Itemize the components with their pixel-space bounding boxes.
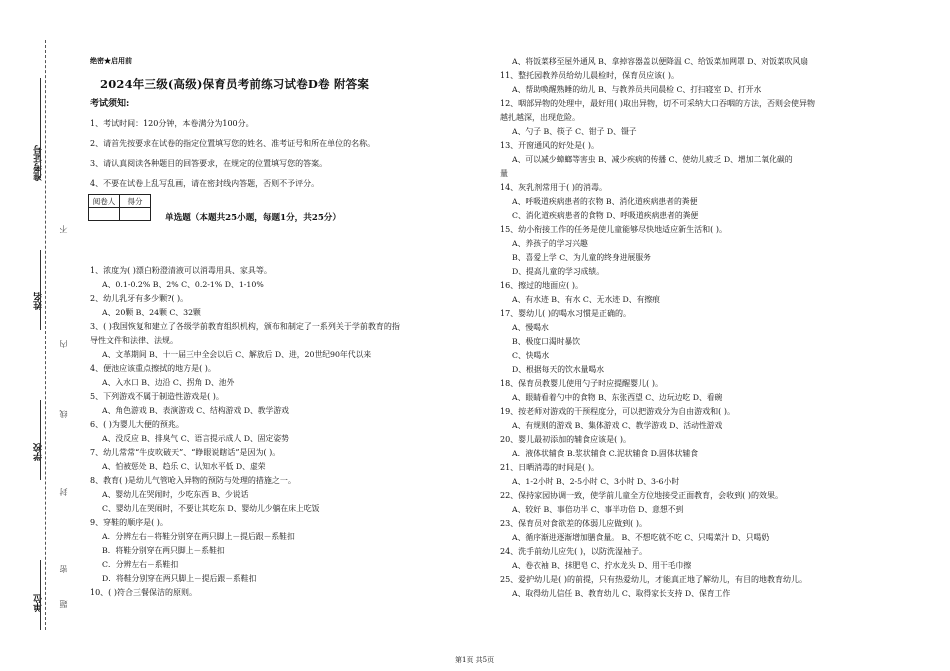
question-text: 24、洗手前幼儿应先( )，以防洗湿袖子。 — [500, 547, 647, 556]
answer-options: C、消化道疾病患者的食物 D、呼吸道疾病患者的粪便 — [512, 211, 699, 220]
answer-options: A、角色游戏 B、表演游戏 C、结构游戏 D、教学游戏 — [102, 406, 289, 415]
answer-options: A．分辨左右－将鞋分别穿在两只脚上－提后跟－系鞋扣 — [102, 532, 295, 541]
answer-options: A、慢喝水 — [512, 323, 549, 332]
question-text: 9、穿鞋的顺序是( )。 — [90, 518, 168, 527]
question-text: 3、( )我国恢复和建立了各级学前教育组织机构，颁布和制定了一系列关于学前教育的指 — [90, 322, 400, 331]
question-text: 4、便池应该重点擦拭的地方是( )。 — [90, 364, 216, 373]
question-text: 8、教育( )是幼儿气管呛入异物的预防与处理的措施之一。 — [90, 476, 296, 485]
answer-options: A．液体状辅食 B.浆状辅食 C.泥状辅食 D.固体状辅食 — [512, 449, 699, 458]
question-text: 2、幼儿乳牙有多少颗?( )。 — [90, 294, 189, 303]
question-text: 6、( )为婴儿大便的预兆。 — [90, 420, 184, 429]
seal-mark-question: 题 — [59, 600, 68, 608]
seal-line — [45, 40, 46, 630]
notice-item: 2、请首先按要求在试卷的指定位置填写您的姓名、准考证号和所在单位的名称。 — [90, 139, 376, 148]
answer-options: A、眼睛看着勺中的食物 B、东张西望 C、边玩边吃 D、看碗 — [512, 393, 723, 402]
question-text: 18、保育员教婴儿使用勺子时应提醒婴儿( )。 — [500, 379, 663, 388]
question-text: 14、灰乳剂常用于( )的消毒。 — [500, 183, 607, 192]
question-text: 23、保育员对食欲差的体弱儿应做到( )。 — [500, 519, 647, 528]
answer-options: A、呼吸道疾病患者的衣物 B、消化道疾病患者的粪便 — [512, 197, 698, 206]
unit-field — [40, 560, 41, 630]
notice-item: 1、考试时间：120分钟，本卷满分为100分。 — [90, 119, 254, 128]
question-text: 13、开窗通风的好处是( )。 — [500, 141, 599, 150]
answer-options: A、循序渐进逐渐增加膳食量。 B、不想吃就不吃 C、只喝菜汁 D、只喝奶 — [512, 533, 770, 542]
score-blank[interactable] — [120, 208, 151, 221]
answer-options: A、勺子 B、筷子 C、钳子 D、镊子 — [512, 127, 637, 136]
page-footer: 第1页 共5页 — [455, 656, 495, 664]
seal-mark-not: 不 — [59, 225, 68, 233]
question-text: 22、保持家园协调一致，使学前儿童全方位地接受正面教育，会收到( )的效果。 — [500, 491, 783, 500]
seal-mark-secret: 密 — [59, 565, 68, 573]
question-text: 越扎越深，出现危险。 — [500, 113, 580, 122]
school-field — [40, 400, 41, 480]
reviewer-blank[interactable] — [89, 208, 120, 221]
answer-options: A、将饭菜移至屋外通风 B、拿掉容器盖以便降温 C、给饭菜加网罩 D、对饭菜吹风扇 — [512, 57, 809, 66]
unit-label: 单位 — [34, 594, 44, 612]
seal-mark-line: 线 — [59, 410, 68, 418]
answer-options: A、较好 B、事倍功半 C、事半功倍 D、意想不到 — [512, 505, 684, 514]
answer-options: B．将鞋分别穿在两只脚上－系鞋扣 — [102, 546, 225, 555]
question-text: 7、幼儿常常“牛皮吹破天”、“睁眼说瞎话”是因为( )。 — [90, 448, 281, 457]
question-text: 1、浓度为( )漂白粉澄清液可以消毒用具、家具等。 — [90, 266, 272, 275]
exam-number-field — [40, 78, 41, 178]
score-cell: 得分 — [120, 195, 151, 208]
notice-heading: 考试须知: — [90, 99, 130, 109]
school-label: 学校 — [34, 443, 44, 461]
answer-options: A、20颗 B、24颗 C、32颗 — [102, 308, 201, 317]
answer-options: B、喜爱上学 C、为儿童的终身进展服务 — [512, 253, 651, 262]
seal-mark-seal: 封 — [59, 488, 68, 496]
answer-options: A、文革期间 B、十一届三中全会以后 C、解放后 D、进，20世纪90年代以来 — [102, 350, 372, 359]
secret-label: 绝密★启用前 — [90, 56, 132, 65]
section-title: 单选题（本题共25小题，每题1分，共25分） — [165, 213, 341, 223]
answer-options: A、入水口 B、边沿 C、拐角 D、池外 — [102, 378, 235, 387]
question-text: 5、下列游戏不属于制造性游戏是( )。 — [90, 392, 224, 401]
score-box — [88, 194, 151, 221]
answer-options: D、提高儿童的学习成绩。 — [512, 267, 605, 276]
page-title: 2024年三级(高级)保育员考前练习试卷D卷 附答案 — [100, 77, 370, 91]
answer-options: A、怕被惩处 B、趋乐 C、认知水平低 D、虚荣 — [102, 462, 266, 471]
question-text: 量 — [500, 169, 508, 178]
seal-mark-inside: 内 — [59, 340, 68, 348]
answer-options: A、0.1-0.2% B、2% C、0.2-1% D、1-10% — [102, 280, 264, 289]
name-field — [40, 250, 41, 330]
answer-options: C、快喝水 — [512, 351, 550, 360]
answer-options: A、取得幼儿信任 B、教育幼儿 C、取得家长支持 D、保育工作 — [512, 589, 731, 598]
question-text: 导性文件和法律、法规。 — [90, 336, 178, 345]
answer-options: A、有水迹 B、有水 C、无水迹 D、有擦痕 — [512, 295, 660, 304]
question-text: 21、日晒消毒的时间是( )。 — [500, 463, 599, 472]
question-text: 15、幼小衔接工作的任务是使儿童能够尽快地适应新生活和( )。 — [500, 225, 727, 234]
answer-options: A、帮助唤醒熟睡的幼儿 B、与教养员共同晨检 C、打扫寝室 D、打开水 — [512, 85, 762, 94]
reviewer-cell: 阅卷人 — [89, 195, 120, 208]
question-text: 11、整托园教养员给幼儿晨检时，保育员应该( )。 — [500, 71, 679, 80]
name-label: 姓名 — [34, 292, 44, 310]
answer-options: C．分辨左右－系鞋扣 — [102, 560, 179, 569]
answer-options: A、婴幼儿在哭闹时，少吃东西 B、少说话 — [102, 490, 249, 499]
question-text: 16、擦过的地面应( )。 — [500, 281, 583, 290]
question-text: 25、爱护幼儿是( )的前提，只有热爱幼儿，才能真正地了解幼儿，有目的地教育幼儿。 — [500, 575, 807, 584]
question-text: 19、按老师对游戏的干预程度分，可以把游戏分为自由游戏和( )。 — [500, 407, 735, 416]
question-text: 20、婴儿最初添加的辅食应该是( )。 — [500, 435, 631, 444]
answer-options: A、可以减少蟑螂等害虫 B、减少疾病的传播 C、使幼儿疲乏 D、增加二氧化碳的 — [512, 155, 793, 164]
answer-options: A、卷衣袖 B、抹肥皂 C、拧水龙头 D、用干毛巾擦 — [512, 561, 692, 570]
question-text: 12、咽部异物的处理中，最好用( )取出异物，切不可采纳大口吞咽的方法，否则会使异物 — [500, 99, 815, 108]
answer-options: C、婴幼儿在哭闹时，不要让其吃东 D、婴幼儿少躺在床上吃饭 — [102, 504, 320, 513]
answer-options: B、极度口渴时暴饮 — [512, 337, 581, 346]
question-text: 10、( )符合三餐保洁的原则。 — [90, 588, 197, 597]
answer-options: D、根据每天的饮水量喝水 — [512, 365, 605, 374]
notice-item: 4、不要在试卷上乱写乱画，请在密封线内答题，否则不予评分。 — [90, 179, 320, 188]
answer-options: A、养孩子的学习兴趣 — [512, 239, 588, 248]
notice-item: 3、请认真阅读各种题目的回答要求，在规定的位置填写您的答案。 — [90, 159, 328, 168]
exam-number-label: 准考证号 — [34, 145, 44, 181]
answer-options: A、有规则的游戏 B、集体游戏 C、教学游戏 D、活动性游戏 — [512, 421, 723, 430]
answer-options: A、1-2小时 B、2-5小时 C、3小时 D、3-6小时 — [512, 477, 680, 486]
question-text: 17、婴幼儿( )的喝水习惯是正确的。 — [500, 309, 631, 318]
answer-options: A、没反应 B、排臭气 C、语言提示成人 D、固定姿势 — [102, 434, 289, 443]
answer-options: D．将鞋分别穿在两只脚上－提后跟－系鞋扣 — [102, 574, 257, 583]
